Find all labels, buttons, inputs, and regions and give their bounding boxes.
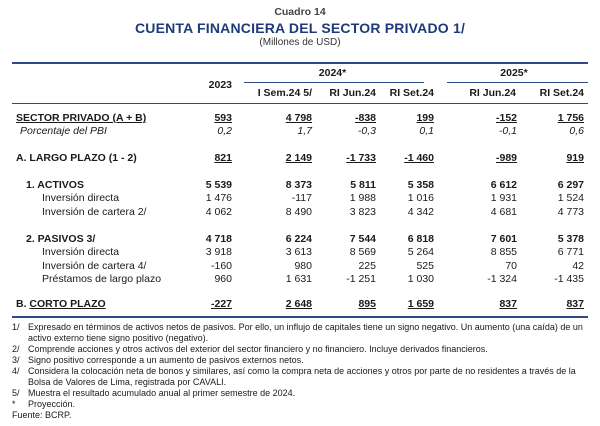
footnote: 3/ Signo positivo corresponde a un aumento de pasivos externos netos. <box>12 355 304 365</box>
table-cell: 1 756 <box>557 112 584 124</box>
table-number: Cuadro 14 <box>274 6 326 18</box>
footnote: 1/ Expresado en términos de activos netos de pasivos. Por ello, un influjo de capitales tiene un signo negativo. Un aumento (una caída) de un activo externo tiene signo positivo (negativo). <box>12 322 583 343</box>
table-cell: 5 358 <box>407 179 434 191</box>
table-row <box>12 233 588 247</box>
table-cell: 1,7 <box>297 125 312 137</box>
row-label: Inversión directa <box>42 192 120 204</box>
source-note: Fuente: BCRP. <box>12 410 72 420</box>
table-cell: 0,6 <box>569 125 584 137</box>
table-cell: 1 659 <box>407 298 434 310</box>
table-cell: 3 918 <box>205 246 232 258</box>
col-isem24-header: I Sem.24 5/ <box>257 87 312 99</box>
row-label: Inversión directa <box>42 246 120 258</box>
table-row <box>12 206 588 220</box>
table-cell: 4 062 <box>205 206 232 218</box>
col-rijun24-header: RI Jun.24 <box>329 87 376 99</box>
table-cell: -1 460 <box>404 152 434 164</box>
table-cell: 3 823 <box>349 206 376 218</box>
table-cell: 5 539 <box>205 179 232 191</box>
table-cell: 6 771 <box>557 246 584 258</box>
col-riset24-2025-header: RI Set.24 <box>539 87 584 99</box>
group-2024-header: 2024* <box>318 67 347 79</box>
table-cell: 6 297 <box>557 179 584 191</box>
table-cell: -1 324 <box>487 273 517 285</box>
table-cell: 8 373 <box>285 179 312 191</box>
row-label: B. CORTO PLAZO <box>16 298 106 310</box>
table-cell: -0,1 <box>498 125 517 137</box>
table-cell: 70 <box>505 260 517 272</box>
footnote: 4/ Considera la colocación neta de bonos y similares, así como la compra neta de acciones y otros por parte de no residentes a través de la Bolsa de Valores de Lima, registrada por CAVALI. <box>12 366 576 387</box>
table-cell: -227 <box>210 298 232 310</box>
table-cell: 1 524 <box>557 192 584 204</box>
table-title: CUENTA FINANCIERA DEL SECTOR PRIVADO 1/ <box>134 20 466 36</box>
table-cell: 42 <box>572 260 584 272</box>
table-cell: -1 733 <box>346 152 376 164</box>
table-cell: 3 613 <box>285 246 312 258</box>
table-cell: 980 <box>294 260 312 272</box>
row-label: SECTOR PRIVADO (A + B) <box>16 112 147 124</box>
table-cell: 4 342 <box>407 206 434 218</box>
table-row <box>12 112 588 126</box>
table-cell: -0,3 <box>357 125 376 137</box>
footnote: 2/ Comprende acciones y otros activos del exterior del sector financiero y no financiero. Incluye derivados financieros. <box>12 344 488 354</box>
table-cell: 5 811 <box>350 179 376 191</box>
table-row <box>12 298 588 312</box>
table-cell: -152 <box>495 112 517 124</box>
table-cell: 6 612 <box>490 179 517 191</box>
table-cell: 4 773 <box>557 206 584 218</box>
table-cell: 7 544 <box>349 233 376 245</box>
table-cell: 1 931 <box>490 192 517 204</box>
table-cell: -1 435 <box>554 273 584 285</box>
table-cell: 6 224 <box>285 233 312 245</box>
col-rijun24-2025-header: RI Jun.24 <box>469 87 516 99</box>
table-cell: 6 818 <box>407 233 434 245</box>
table-cell: 1 016 <box>407 192 434 204</box>
row-label: Préstamos de largo plazo <box>42 273 162 285</box>
table-row <box>12 179 588 193</box>
bottom-rule <box>12 316 588 318</box>
table-cell: -1 251 <box>346 273 376 285</box>
table-cell: 4 681 <box>490 206 517 218</box>
table-row <box>12 246 588 260</box>
row-label: A. LARGO PLAZO (1 - 2) <box>16 152 137 164</box>
table-cell: 895 <box>358 298 376 310</box>
col-2023-header: 2023 <box>208 79 232 91</box>
col-riset24-header: RI Set.24 <box>389 87 434 99</box>
table-cell: -160 <box>210 260 232 272</box>
row-label: Porcentaje del PBI <box>20 125 107 137</box>
table-cell: -117 <box>291 192 312 204</box>
row-label: 1. ACTIVOS <box>26 179 84 191</box>
table-cell: 821 <box>214 152 232 164</box>
footnotes <box>12 322 592 421</box>
table-cell: 919 <box>566 152 584 164</box>
table-row <box>12 260 588 274</box>
top-rule <box>12 62 588 64</box>
table-cell: 7 601 <box>490 233 517 245</box>
table-cell: -838 <box>354 112 376 124</box>
table-row <box>12 273 588 287</box>
table-cell: 4 798 <box>285 112 312 124</box>
table-cell: 8 855 <box>490 246 517 258</box>
table-cell: 2 648 <box>285 298 312 310</box>
table-cell: 8 569 <box>349 246 376 258</box>
group-2024-line <box>244 82 424 83</box>
table-cell: 1 988 <box>349 192 376 204</box>
group-2025-line <box>447 82 588 83</box>
table-cell: 0,2 <box>217 125 232 137</box>
table-row <box>12 152 588 166</box>
table-cell: 1 030 <box>407 273 434 285</box>
table-cell: 2 149 <box>285 152 312 164</box>
table-cell: 5 264 <box>407 246 434 258</box>
table-cell: 837 <box>499 298 517 310</box>
table-cell: 1 476 <box>205 192 232 204</box>
table-cell: 199 <box>416 112 434 124</box>
table-row <box>12 192 588 206</box>
table-cell: 593 <box>214 112 232 124</box>
table-units: (Millones de USD) <box>259 37 341 48</box>
table-row <box>12 125 588 139</box>
table-cell: 8 490 <box>285 206 312 218</box>
table-cell: 525 <box>416 260 434 272</box>
table-cell: 1 631 <box>285 273 312 285</box>
table-cell: 225 <box>358 260 376 272</box>
footnote: * Proyección. <box>12 399 76 409</box>
table-cell: -989 <box>495 152 517 164</box>
group-2025-header: 2025* <box>500 67 528 79</box>
header-rule <box>12 103 588 104</box>
row-label: 2. PASIVOS 3/ <box>26 233 96 245</box>
table-cell: 4 718 <box>205 233 232 245</box>
row-label: Inversión de cartera 4/ <box>42 260 147 272</box>
table-cell: 5 378 <box>557 233 584 245</box>
footnote: 5/ Muestra el resultado acumulado anual al primer semestre de 2024. <box>12 388 296 398</box>
table-cell: 0,1 <box>419 125 434 137</box>
table-cell: 837 <box>566 298 584 310</box>
table-cell: 960 <box>214 273 232 285</box>
row-label: Inversión de cartera 2/ <box>42 206 147 218</box>
